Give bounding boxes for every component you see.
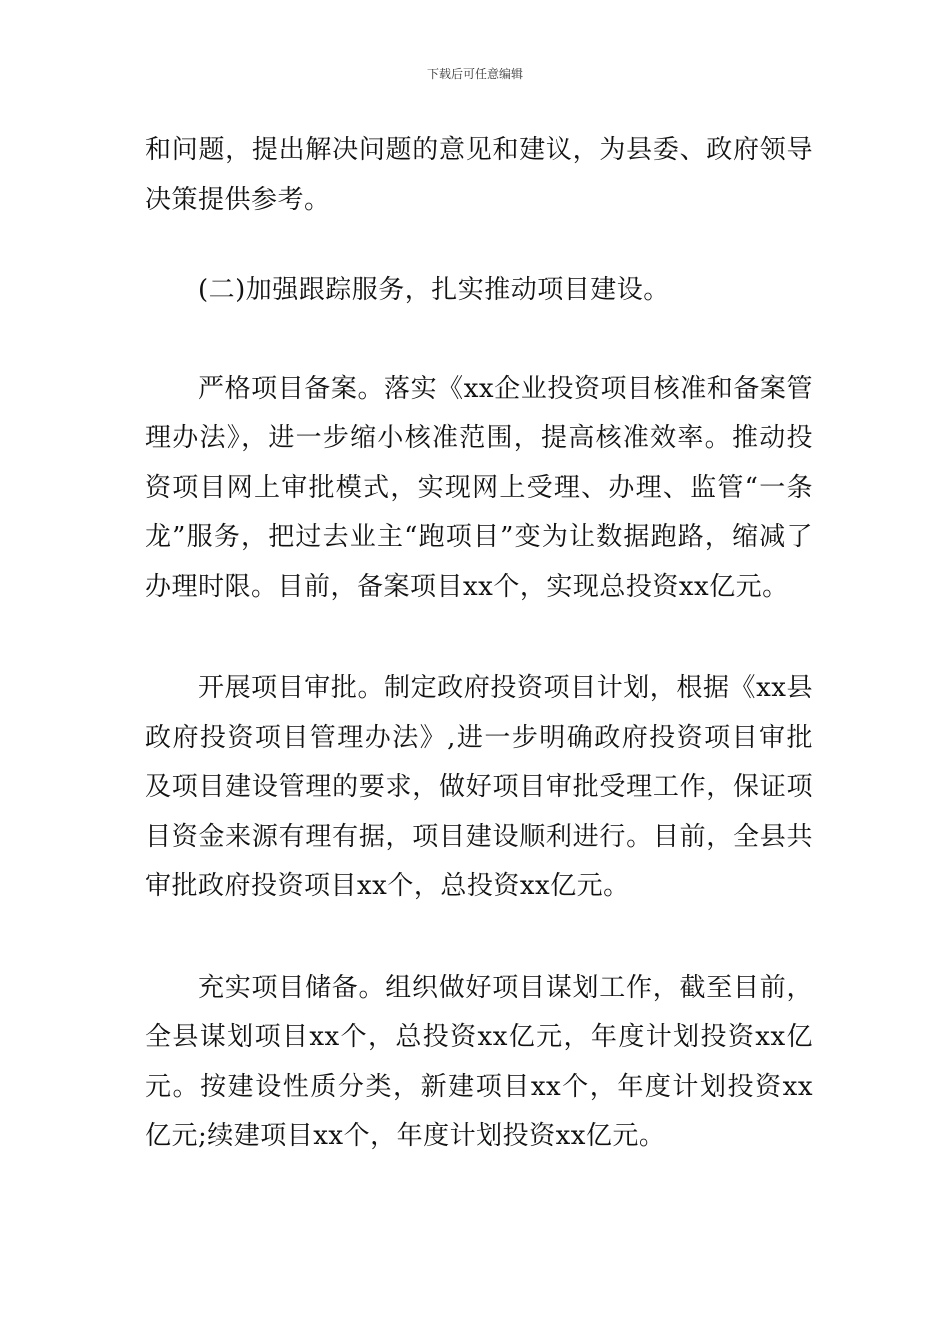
page-header: 下载后可任意编辑 [426, 67, 523, 81]
section-heading: (二)加强跟踪服务，扎实推动项目建设。 [198, 275, 670, 305]
paragraph-project-filing: 严格项目备案。落实《xx企业投资项目核准和备案管理办法》，进一步缩小核准范围，提高核准效率。推动投资项目网上审批模式，实现网上受理、办理、监管“一条龙”服务，把过去业主“跑项目”变为让数据跑路，缩减了办理时限。目前，备案项目xx个，实现总投资xx亿元。 [145, 373, 813, 602]
paragraph-continuation: 和问题，提出解决问题的意见和建议，为县委、政府领导决策提供参考。 [145, 135, 813, 215]
document-body [145, 126, 813, 1162]
paragraph-project-approval: 开展项目审批。制定政府投资项目计划，根据《xx县政府投资项目管理办法》,进一步明确政府投资项目审批及项目建设管理的要求，做好项目审批受理工作，保证项目资金来源有理有据，项目建设顺利进行。目前，全县共审批政府投资项目xx个，总投资xx亿元。 [145, 673, 813, 901]
paragraph-project-reserve: 充实项目储备。组织做好项目谋划工作，截至目前，全县谋划项目xx个，总投资xx亿元，年度计划投资xx亿元。按建设性质分类，新建项目xx个，年度计划投资xx亿元;续建项目xx个，年度计划投资xx亿元。 [145, 972, 813, 1151]
